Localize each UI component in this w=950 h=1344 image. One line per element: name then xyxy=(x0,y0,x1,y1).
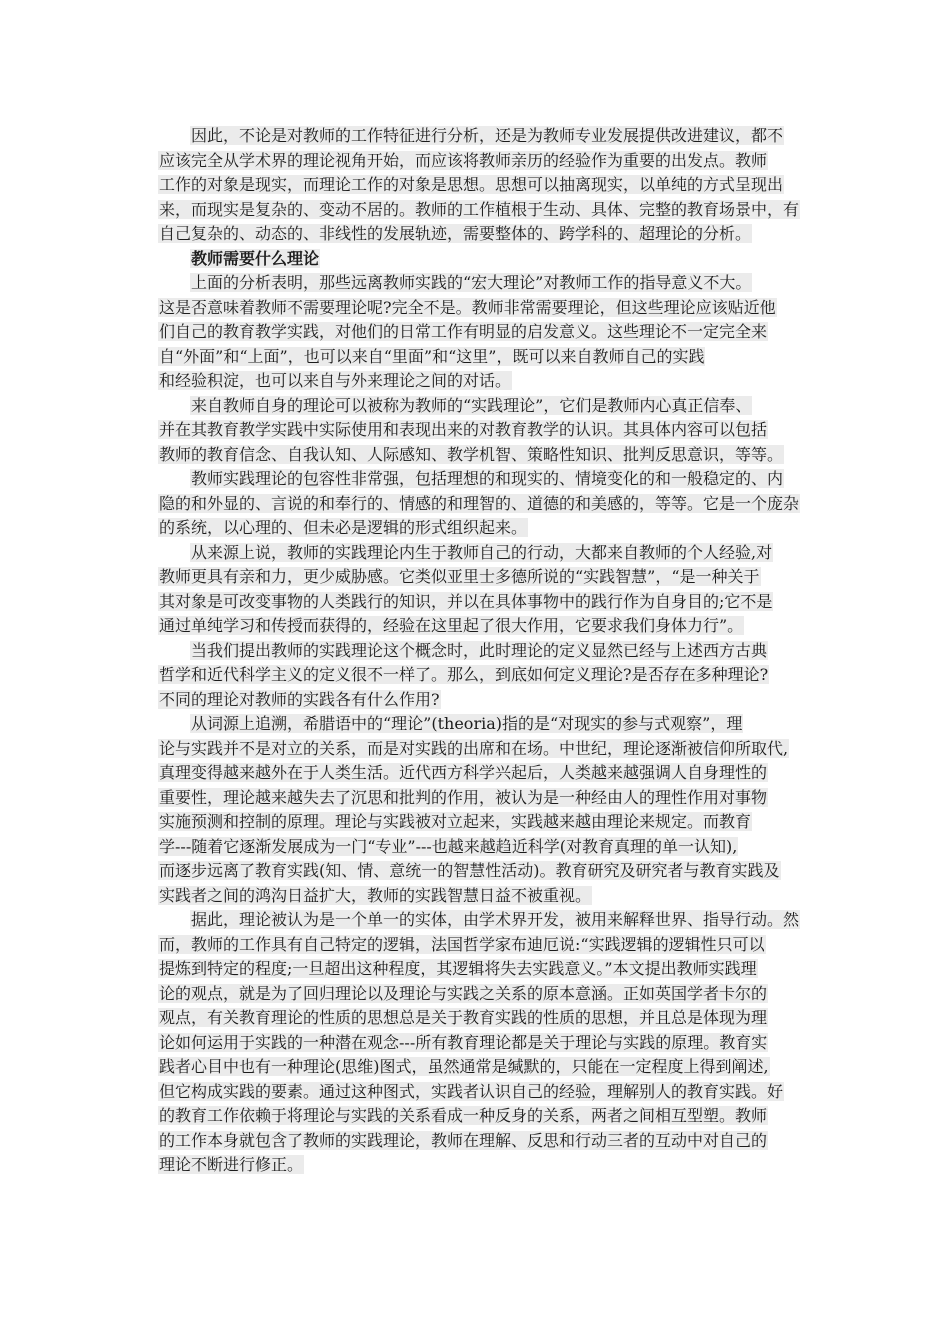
text-line-content: 并在其教育教学实践中实际使用和表现出来的对教育教学的认识。其具体内容可以包括 xyxy=(159,420,768,439)
text-line xyxy=(158,884,814,909)
text-line xyxy=(158,467,814,492)
text-line-content: 这是否意味着教师不需要理论呢?完全不是。教师非常需要理论，但这些理论应该贴近他 xyxy=(159,297,776,317)
text-line-content: 当我们提出教师的实践理论这个概念时，此时理论的定义显然已经与上述西方古典 xyxy=(191,640,768,660)
text-line-content: 理论不断进行修正。 xyxy=(159,1155,304,1174)
text-line xyxy=(158,149,814,174)
text-line-content: 隐的和外显的、言说的和奉行的、情感的和理智的、道德的和美感的，等等。它是一个庞杂 xyxy=(159,493,800,513)
text-line xyxy=(158,173,814,198)
text-line-content: 实践者之间的鸿沟日益扩大，教师的实践智慧日益不被重视。 xyxy=(159,885,592,905)
text-line xyxy=(158,1031,814,1056)
document-body xyxy=(158,124,814,1178)
text-line xyxy=(158,222,814,247)
text-line-content: 从词源上追溯，希腊语中的“理论”(theoria)指的是“对现实的参与式观察”，理 xyxy=(191,714,743,733)
text-line-content: 真理变得越来越外在于人类生活。近代西方科学兴起后，人类越来越强调人自身理性的 xyxy=(159,763,768,782)
text-line xyxy=(158,492,814,517)
text-line-content: 据此，理论被认为是一个单一的实体，由学术界开发，被用来解释世界、指导行动。然 xyxy=(191,910,800,929)
text-line xyxy=(158,859,814,884)
text-line-content: 论的观点，就是为了回归理论以及理论与实践之关系的原本意涵。正如英国学者卡尔的 xyxy=(159,983,768,1003)
text-line-content: 提炼到特定的程度;一旦超出这种程度，其逻辑将失去实践意义。”本文提出教师实践理 xyxy=(159,959,757,978)
text-line xyxy=(158,639,814,664)
text-line-content: 们自己的教育教学实践，对他们的日常工作有明显的启发意义。这些理论不一定完全来 xyxy=(159,322,768,341)
text-line-content: 而逐步远离了教育实践(知、情、意统一的智慧性活动)。教育研究及研究者与教育实践及 xyxy=(159,861,780,880)
text-line-content: 的工作本身就包含了教师的实践理论，教师在理解、反思和行动三者的互动中对自己的 xyxy=(159,1130,768,1150)
text-line-content: 来，而现实是复杂的、变动不居的。教师的工作植根于生动、具体、完整的教育场景中，有 xyxy=(159,199,800,219)
section-heading xyxy=(158,247,814,272)
text-line-content: 来自教师自身的理论可以被称为教师的“实践理论”，它们是教师内心真正信奉、 xyxy=(191,395,752,415)
text-line xyxy=(158,1153,814,1178)
text-line-content: 自“外面”和“上面”，也可以来自“里面”和“这里”，既可以来自教师自己的实践 xyxy=(159,346,705,366)
text-line xyxy=(158,590,814,615)
text-line-content: 上面的分析表明，那些远离教师实践的“宏大理论”对教师工作的指导意义不大。 xyxy=(191,273,752,292)
text-line-content: 工作的对象是现实，而理论工作的对象是思想。思想可以抽离现实，以单纯的方式呈现出 xyxy=(159,175,784,194)
section-heading-text: 教师需要什么理论 xyxy=(191,248,320,268)
text-line xyxy=(158,296,814,321)
text-line xyxy=(158,1129,814,1154)
text-line xyxy=(158,663,814,688)
text-line xyxy=(158,418,814,443)
text-line xyxy=(158,761,814,786)
text-line-content: 教师实践理论的包容性非常强，包括理想的和现实的、情境变化的和一般稳定的、内 xyxy=(191,469,784,488)
text-line xyxy=(158,1006,814,1031)
text-line-content: 观点，有关教育理论的性质的思想总是关于教育实践的性质的思想，并且总是体现为理 xyxy=(159,1008,768,1027)
text-line xyxy=(158,835,814,860)
text-line-content: 教师更具有亲和力，更少威胁感。它类似亚里士多德所说的“实践智慧”，“是一种关于 xyxy=(159,567,760,586)
text-line xyxy=(158,786,814,811)
text-line-content: 重要性，理论越来越失去了沉思和批判的作用，被认为是一种经由人的理性作用对事物 xyxy=(159,787,768,807)
text-line xyxy=(158,345,814,370)
text-line-content: 教师的教育信念、自我认知、人际感知、教学机智、策略性知识、批判反思意识，等等。 xyxy=(159,444,784,464)
text-line-content: 和经验积淀，也可以来自与外来理论之间的对话。 xyxy=(159,371,512,390)
text-line xyxy=(158,614,814,639)
text-line-content: 论与实践并不是对立的关系，而是对实践的出席和在场。中世纪，理论逐渐被信仰所取代, xyxy=(159,738,789,758)
text-line xyxy=(158,516,814,541)
text-line-content: 践者心目中也有一种理论(思维)图式，虽然通常是缄默的，只能在一定程度上得到阐述, xyxy=(159,1057,769,1076)
text-line-content: 论如何运用于实践的一种潜在观念---所有教育理论都是关于理论与实践的原理。教育实 xyxy=(159,1032,768,1052)
text-line xyxy=(158,712,814,737)
text-line xyxy=(158,443,814,468)
text-line xyxy=(158,688,814,713)
text-line xyxy=(158,124,814,149)
text-line xyxy=(158,320,814,345)
text-line-content: 但它构成实践的要素。通过这种图式，实践者认识自己的经验，理解别人的教育实践。好 xyxy=(159,1081,784,1101)
text-line-content: 而，教师的工作具有自己特定的逻辑，法国哲学家布迪厄说:“实践逻辑的逻辑性只可以 xyxy=(159,934,765,954)
text-line xyxy=(158,1080,814,1105)
text-line-content: 其对象是可改变事物的人类践行的知识，并以在具体事物中的践行作为自身目的;它不是 xyxy=(159,591,773,611)
text-line-content: 哲学和近代科学主义的定义很不一样了。那么，到底如何定义理论?是否存在多种理论? xyxy=(159,665,769,684)
text-line xyxy=(158,908,814,933)
text-line xyxy=(158,198,814,223)
text-line-content: 不同的理论对教师的实践各有什么作用? xyxy=(159,689,440,709)
text-line xyxy=(158,369,814,394)
text-line xyxy=(158,565,814,590)
text-line-content: 的教育工作依赖于将理论与实践的关系看成一种反身的关系，两者之间相互型塑。教师 xyxy=(159,1106,768,1125)
text-line xyxy=(158,737,814,762)
text-line xyxy=(158,394,814,419)
text-line-content: 因此，不论是对教师的工作特征进行分析，还是为教师专业发展提供改进建议，都不 xyxy=(191,126,784,145)
text-line-content: 实施预测和控制的原理。理论与实践被对立起来，实践越来越由理论来规定。而教育 xyxy=(159,812,752,831)
text-line xyxy=(158,1055,814,1080)
text-line xyxy=(158,982,814,1007)
text-line-content: 通过单纯学习和传授而获得的，经验在这里起了很大作用，它要求我们身体力行”。 xyxy=(159,616,744,635)
text-line-content: 的系统，以心理的、但未必是逻辑的形式组织起来。 xyxy=(159,518,528,537)
text-line xyxy=(158,933,814,958)
text-line xyxy=(158,957,814,982)
text-line-content: 应该完全从学术界的理论视角开始，而应该将教师亲历的经验作为重要的出发点。教师 xyxy=(159,150,768,170)
text-line xyxy=(158,541,814,566)
text-line-content: 自己复杂的、动态的、非线性的发展轨迹，需要整体的、跨学科的、超理论的分析。 xyxy=(159,224,752,243)
text-line-content: 学---随着它逐渐发展成为一门“专业”---也越来越趋近科学(对教育真理的单一认知), xyxy=(159,836,738,856)
text-line-content: 从来源上说，教师的实践理论内生于教师自己的行动，大都来自教师的个人经验,对 xyxy=(191,542,773,562)
text-line xyxy=(158,810,814,835)
text-line xyxy=(158,1104,814,1129)
text-line xyxy=(158,271,814,296)
